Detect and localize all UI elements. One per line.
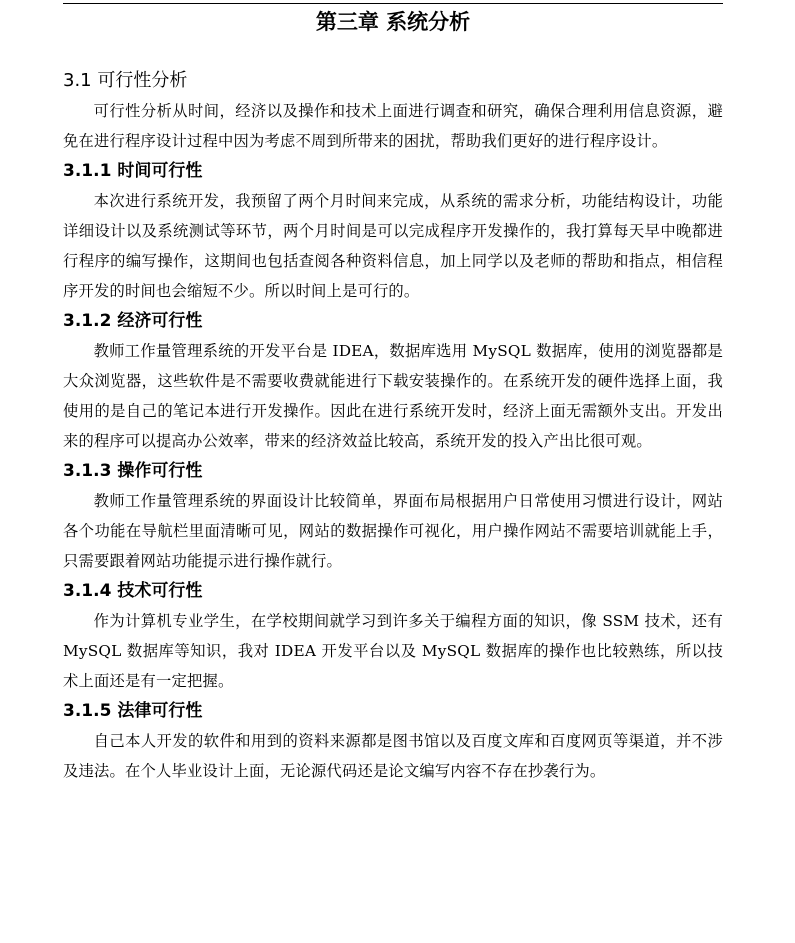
section-3-1-1	[63, 156, 723, 306]
section-3-1-4	[63, 576, 723, 696]
paragraph-3-1-5: 自己本人开发的软件和用到的资料来源都是图书馆以及百度文库和百度网页等渠道，并不涉及违法。在个人毕业设计上面，无论源代码还是论文编写内容不存在抄袭行为。	[63, 732, 723, 780]
chapter-title: 第三章 系统分析	[315, 10, 471, 34]
section-3-1-3	[63, 456, 723, 576]
section-heading-3-1-4: 3.1.4 技术可行性	[63, 581, 203, 601]
section-heading-3-1-3: 3.1.3 操作可行性	[63, 461, 203, 481]
section-3-1-5	[63, 696, 723, 786]
paragraph-3-1-4: 作为计算机专业学生，在学校期间就学习到许多关于编程方面的知识，像 SSM 技术，还有 MySQL 数据库等知识，我对 IDEA 开发平台以及 MySQL 数据库的操作也比较熟练，所以技术上面还是有一定把握。	[63, 612, 723, 690]
section-heading-3-1-1: 3.1.1 时间可行性	[63, 161, 203, 181]
section-3-1-2	[63, 306, 723, 456]
section-heading-3-1-2: 3.1.2 经济可行性	[63, 311, 203, 331]
section-heading-3-1-5: 3.1.5 法律可行性	[63, 701, 203, 721]
paragraph-3-1: 可行性分析从时间，经济以及操作和技术上面进行调查和研究，确保合理利用信息资源，避免在进行程序设计过程中因为考虑不周到所带来的困扰，帮助我们更好的进行程序设计。	[63, 102, 723, 150]
document-page	[63, 4, 723, 786]
section-3-1	[63, 66, 723, 156]
paragraph-3-1-2: 教师工作量管理系统的开发平台是 IDEA，数据库选用 MySQL 数据库，使用的浏览器都是大众浏览器，这些软件是不需要收费就能进行下载安装操作的。在系统开发的硬件选择上面，我使用的是自己的笔记本进行开发操作。因此在进行系统开发时，经济上面无需额外支出。开发出来的程序可以提高办公效率，带来的经济效益比较高，系统开发的投入产出比很可观。	[63, 342, 723, 450]
section-heading-3-1: 3.1 可行性分析	[63, 70, 188, 91]
paragraph-3-1-1: 本次进行系统开发，我预留了两个月时间来完成，从系统的需求分析，功能结构设计，功能详细设计以及系统测试等环节，两个月时间是可以完成程序开发操作的，我打算每天早中晚都进行程序的编写操作，这期间也包括查阅各种资料信息，加上同学以及老师的帮助和指点，相信程序开发的时间也会缩短不少。所以时间上是可行的。	[63, 192, 723, 300]
paragraph-3-1-3: 教师工作量管理系统的界面设计比较简单，界面布局根据用户日常使用习惯进行设计，网站各个功能在导航栏里面清晰可见，网站的数据操作可视化，用户操作网站不需要培训就能上手，只需要跟着网站功能提示进行操作就行。	[63, 492, 723, 570]
